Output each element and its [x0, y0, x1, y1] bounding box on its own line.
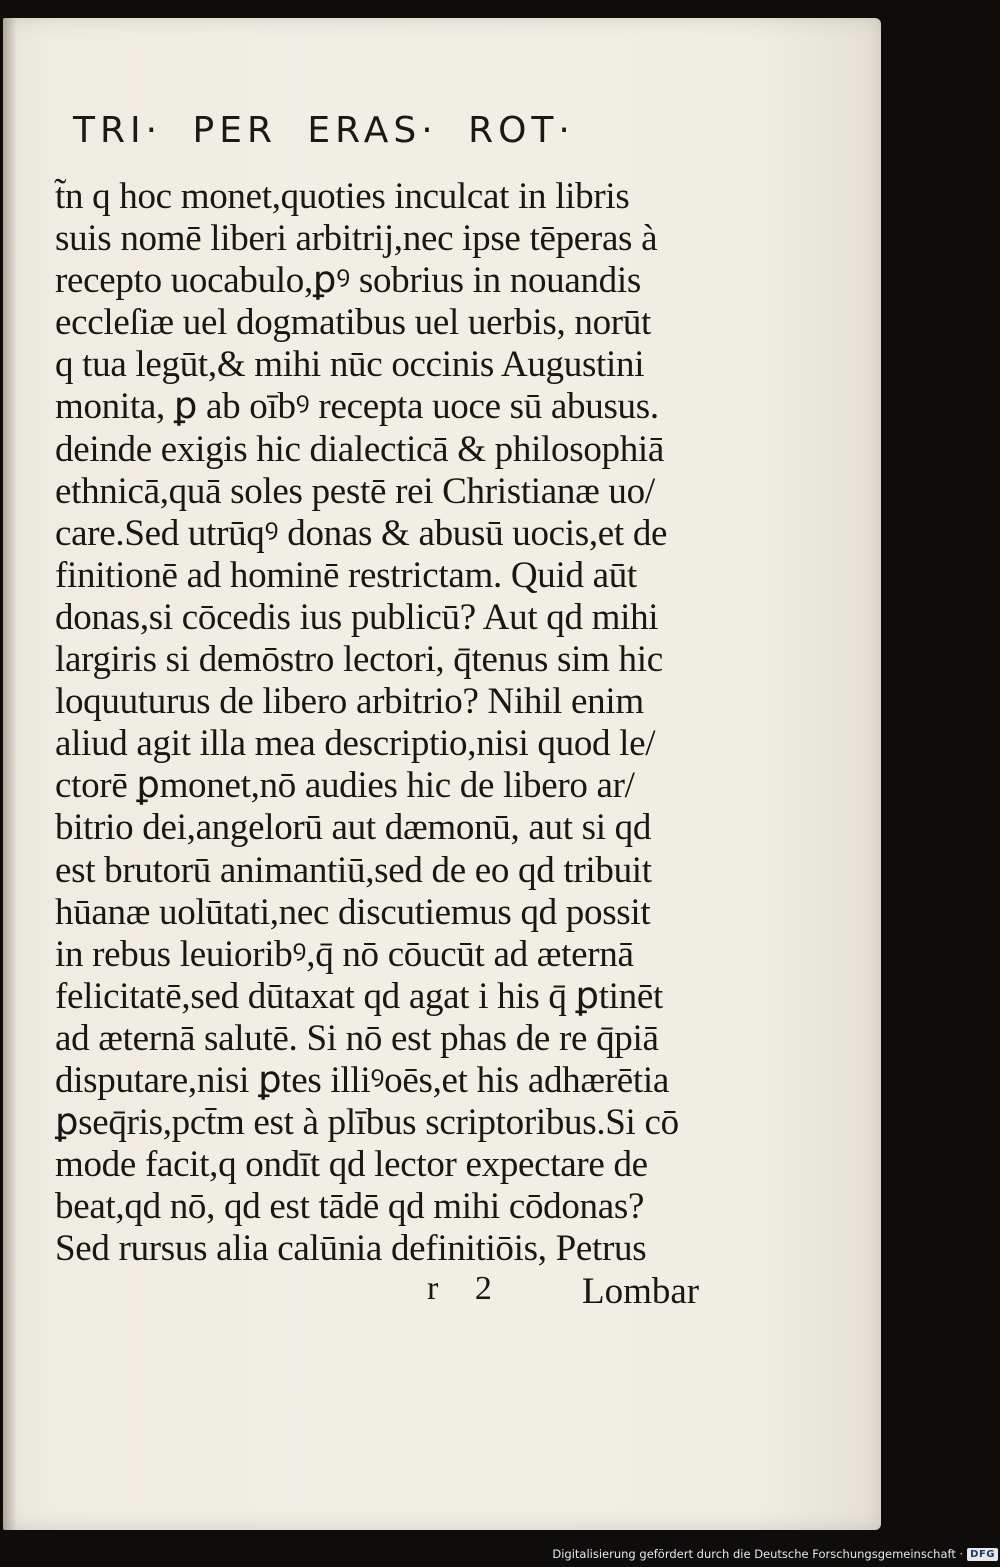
book-page	[3, 18, 881, 1530]
text-line: loquuturus de libero arbitrio? Nihil enim	[55, 681, 644, 723]
catchword: Lombar	[582, 1271, 700, 1312]
text-line: ad æternā salutē. Si nō est phas de re q̄piā	[55, 1017, 659, 1059]
text-line: Sed rursus alia calūnia definitiōis, Petrus	[55, 1228, 647, 1270]
gutter-shadow	[3, 18, 17, 1530]
text-line: bitrio dei,angelorū aut dæmonū, aut si qd	[55, 807, 652, 849]
text-line: disputare,nisi ꝑtes illiꝰoēs,et his adhærētia	[55, 1059, 669, 1101]
text-line: deinde exigis hic dialecticā & philosophiā	[55, 428, 665, 470]
text-line: donas,si cōcedis ius publicū? Aut qd mihi	[55, 596, 659, 638]
text-line: ethnicā,quā soles pestē rei Christianæ uo/	[55, 470, 655, 512]
signature-mark: r 2	[427, 1270, 506, 1307]
dfg-logo-icon: DFG	[967, 1548, 998, 1561]
digitization-credit	[552, 1544, 998, 1564]
text-line: suis nomē liberi arbitrij,nec ipse tēperas à	[55, 218, 658, 260]
text-line: recepto uocabulo,ꝑꝰ sobrius in nouandis	[55, 260, 641, 302]
text-line: in rebus leuioribꝰ,q̄ nō cōucūt ad æternā	[55, 933, 634, 975]
text-line: ctorē ꝑmonet,nō audies hic de libero ar/	[55, 765, 635, 807]
text-line: largiris si demōstro lectori, q̄tenus sim hic	[55, 639, 663, 681]
text-line: monita, ꝑ ab oībꝰ recepta uoce sū abusus.	[55, 386, 659, 428]
text-line: ꝑseq̄ris,pct̄m est à plībus scriptoribus.Si cō	[55, 1102, 679, 1144]
page-footer	[55, 1270, 735, 1314]
running-head: TRI· PER ERAS· ROT·	[73, 110, 575, 151]
text-line: q tua legūt,& mihi nūc occinis Augustini	[55, 344, 645, 386]
text-line: aliud agit illa mea descriptio,nisi quod le/	[55, 723, 656, 765]
text-line: t̃n q hoc monet,quoties inculcat in libris	[55, 176, 630, 217]
text-line: beat,qd nō, qd est tādē qd mihi cōdonas?	[55, 1186, 645, 1228]
text-line: felicitatē,sed dūtaxat qd agat i his q̄ ꝑtinēt	[55, 975, 663, 1017]
text-line: eccleſiæ uel dogmatibus uel uerbis, norūt	[55, 302, 651, 344]
text-line: finitionē ad hominē restrictam. Quid aūt	[55, 554, 637, 596]
body-text	[55, 176, 735, 1270]
text-line: hūanæ uolūtati,nec discutiemus qd possit	[55, 891, 651, 933]
text-line: est brutorū animantiū,sed de eo qd tribuit	[55, 849, 652, 891]
credit-text: Digitalisierung gefördert durch die Deutsche Forschungsgemeinschaft ·	[552, 1547, 964, 1561]
text-line: mode facit,q ondīt qd lector expectare de	[55, 1144, 648, 1186]
text-line: care.Sed utrūqꝰ donas & abusū uocis,et de	[55, 512, 668, 554]
